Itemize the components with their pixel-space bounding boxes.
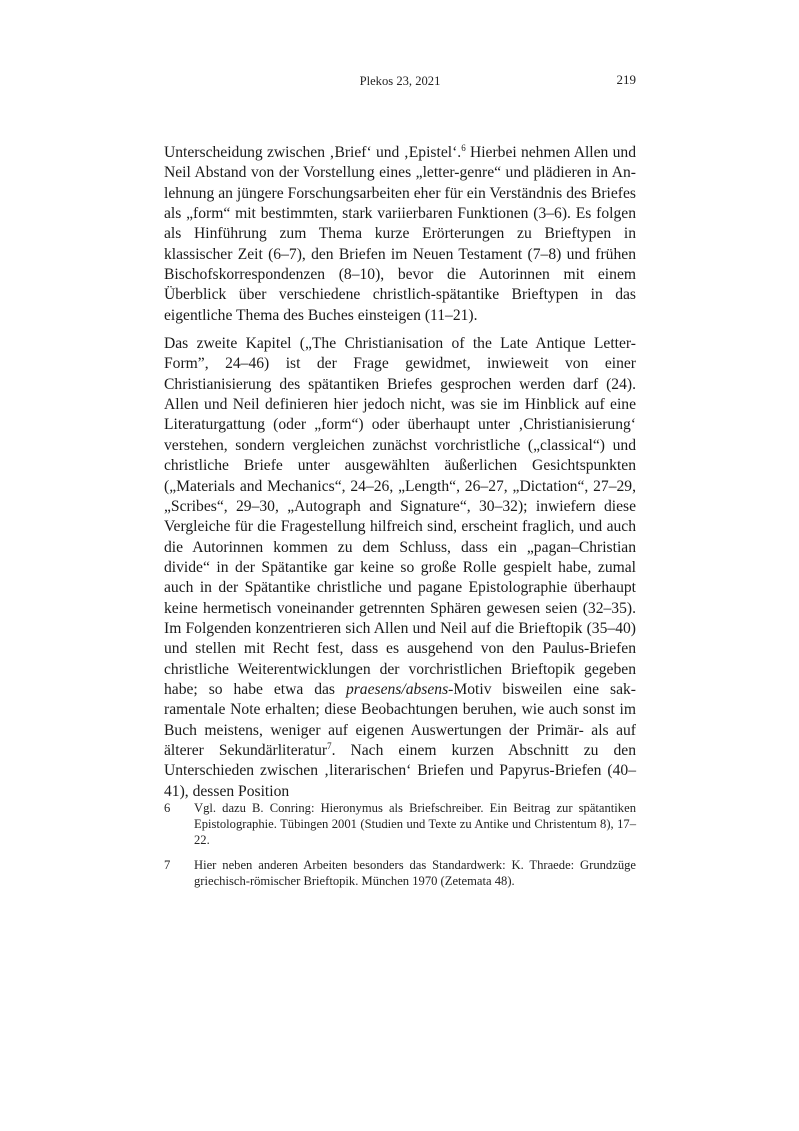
paragraph-1 — [164, 143, 636, 326]
footnote-6 — [164, 800, 636, 849]
footnote-ref-7[interactable]: 7 — [327, 740, 332, 751]
text-segment: Das zweite Kapitel („The Christianisation of the Late Antique Letter-Form”, 24–46) ist der Frage gewidmet, inwieweit von einer Christianisierung des spätantiken Briefes gesprochen werden darf (24). Allen und Neil definieren hier jedoch nicht, was sie im Hinblick auf eine Literaturgattung (oder „form“) oder überhaupt unter ‚Christianisierung‘ verstehen, sondern vergleichen zunächst vorchristliche („classical“) und christliche Briefe unter ausgewählten äußerlichen Gesichtspunkten („Materials and Mechanics“, 24–26, „Length“, 26–27, „Dictation“, 27–29, „Scribes“, 29–30, „Autograph and Signature“, 30–32); inwiefern diese Vergleiche für die Fragestellung hilfreich sind, erscheint fraglich, und auch die Autorinnen kommen zu dem Schluss, dass ein „pagan–Christian divide“ in der Spätantike gar keine so große Rolle gespielt habe, zumal auch in der Spätantike christliche und pagane Epistolographie überhaupt keine hermetisch voneinander getrennten Sphären gewesen seien (32–35). Im Folgenden konzentrieren sich Allen und Neil auf die Brieftopik (35–40) und stellen mit Recht fest, dass es ausgehend von den Paulus-Briefen christliche Weiterentwicklungen der vorchristlichen Brieftopik gegeben habe; so habe etwa das — [164, 335, 636, 698]
paragraph-2 — [164, 334, 636, 802]
footnotes — [164, 800, 636, 897]
footnote-text: Hier neben anderen Arbeiten besonders das Standardwerk: K. Thraede: Grundzüge griechisch-römischer Brieftopik. München 1970 (Zetemata 48). — [194, 857, 636, 888]
text-segment: -Motiv bisweilen eine sakramentale Note erhalten; diese Beobachtungen beruhen, wie auch sonst im Buch meistens, weniger auf eigenen Auswertungen der Primär- als auf älterer Sekundärliteratur — [164, 680, 636, 759]
page-number: 219 — [616, 72, 636, 87]
text-segment: Unterscheidung zwischen ‚Brief‘ und ‚Epistel‘. — [164, 144, 462, 161]
footnote-7 — [164, 857, 636, 889]
text-segment: Hierbei nehmen Allen und Neil Abstand von der Vorstellung eines „letter-genre“ und plädieren in Anlehnung an jüngere Forschungsarbeiten eher für ein Verständnis des Briefes als „form“ mit bestimmten, stark variierbaren Funktionen (3–6). Es folgen als Hinführung zum Thema kurze Erörterungen zu Brieftypen in klassischer Zeit (6–7), den Briefen im Neuen Testament (7–8) und frühen Bischofskorrespondenzen (8–10), bevor die Autorinnen mit einem Überblick über verschiedene christlich-spätantike Brieftypen in das eigentliche Thema des Buches einsteigen (11–21). — [164, 144, 636, 324]
footnote-ref-6[interactable]: 6 — [461, 142, 466, 153]
italic-term: praesens/absens — [345, 680, 449, 698]
running-title: Plekos 23, 2021 — [359, 74, 441, 88]
footnote-text: Vgl. dazu B. Conring: Hieronymus als Briefschreiber. Ein Beitrag zur spätantiken Epistolographie. Tübingen 2001 (Studien und Texte zu Antike und Christentum 8), 17–22. — [194, 801, 636, 848]
footnote-number: 6 — [164, 801, 171, 815]
running-header — [164, 74, 636, 92]
footnote-number: 7 — [164, 857, 171, 872]
body-text — [164, 143, 636, 802]
text-segment: . Nach einem kurzen Abschnitt zu den Unterschieden zwischen ‚literarischen‘ Briefen und Papyrus-Briefen (40–41), dessen Position — [164, 741, 636, 800]
